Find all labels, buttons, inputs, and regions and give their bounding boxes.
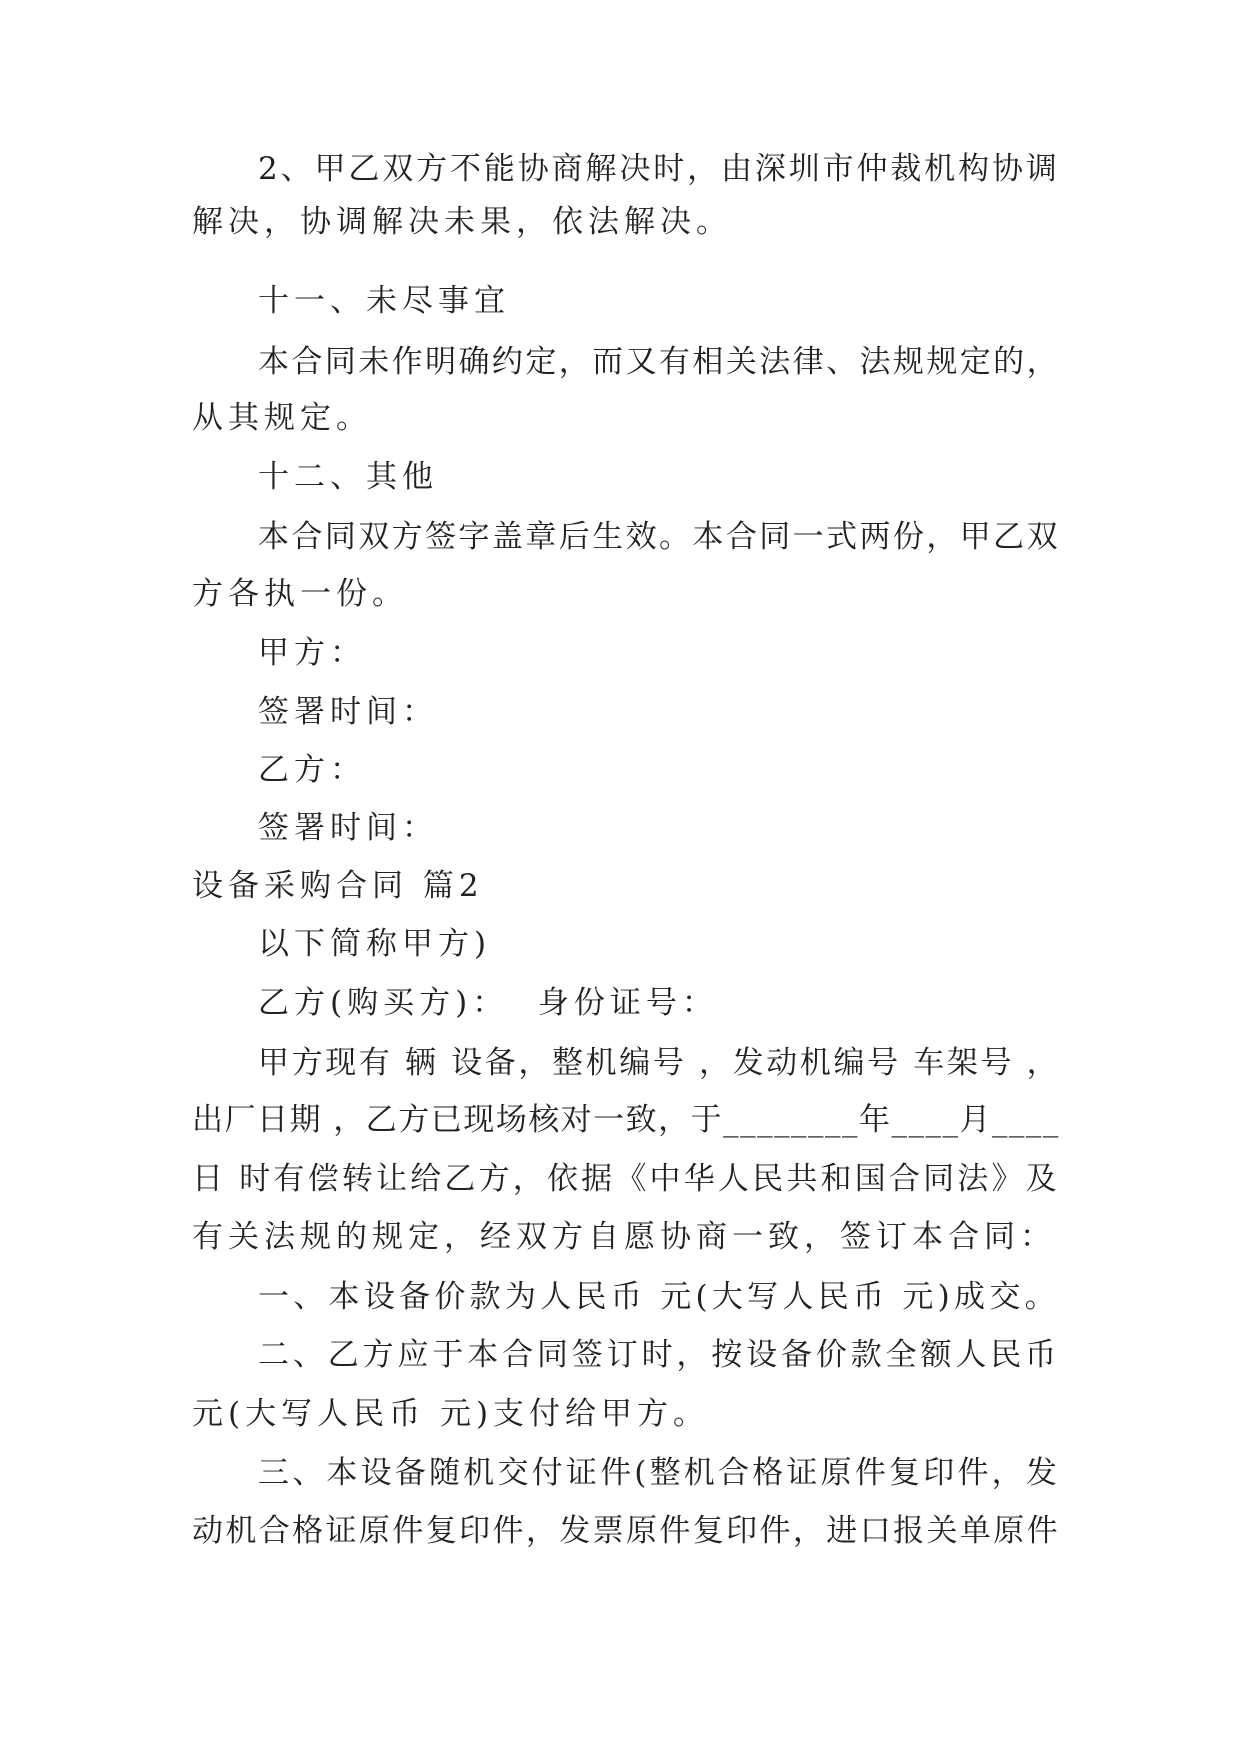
clause-line: 三、本设备随机交付证件(整机合格证原件复印件，发 xyxy=(258,1455,1061,1491)
clause-line: 一、本设备价款为人民币 元(大写人民币 元)成交。 xyxy=(258,1279,1060,1315)
text-line: 从其规定。 xyxy=(192,400,372,436)
text-line: 日 时有偿转让给乙方，依据《中华人民共和国合同法》及 xyxy=(192,1161,1060,1197)
text-line: 有关法规的规定，经双方自愿协商一致，签订本合同： xyxy=(192,1219,1056,1255)
signing-time-label: 签署时间： xyxy=(258,694,438,730)
section-heading: 十一、未尽事宜 xyxy=(258,283,510,319)
text-line: 方各执一份。 xyxy=(192,576,408,612)
clause-line: 二、乙方应于本合同签订时，按设备价款全额人民币 xyxy=(258,1337,1060,1373)
text-line: 本合同未作明确约定，而又有相关法律、法规规定的， xyxy=(258,344,1060,380)
party-b-label: 乙方： xyxy=(258,752,366,788)
text-line: 以下简称甲方) xyxy=(258,926,492,962)
text-line: 解决，协调解决未果，依法解决。 xyxy=(192,204,732,240)
text-line: 出厂日期 ，乙方已现场核对一致，于________年____月____ xyxy=(192,1102,1060,1138)
signing-time-label: 签署时间： xyxy=(258,810,438,846)
text-line: 本合同双方签字盖章后生效。本合同一式两份，甲乙双 xyxy=(258,519,1060,555)
document-title: 设备采购合同 篇2 xyxy=(192,868,484,904)
section-heading: 十二、其他 xyxy=(258,459,438,495)
text-line: 乙方(购买方)： 身份证号： xyxy=(258,985,718,1021)
text-line: 元(大写人民币 元)支付给甲方。 xyxy=(192,1396,710,1432)
text-line: 2、甲乙双方不能协商解决时，由深圳市仲裁机构协调 xyxy=(258,151,1060,187)
text-line: 动机合格证原件复印件，发票原件复印件，进口报关单原件 xyxy=(192,1513,1060,1549)
party-a-label: 甲方： xyxy=(258,635,366,671)
text-line: 甲方现有 辆 设备，整机编号 ，发动机编号 车架号 ， xyxy=(258,1045,1061,1081)
